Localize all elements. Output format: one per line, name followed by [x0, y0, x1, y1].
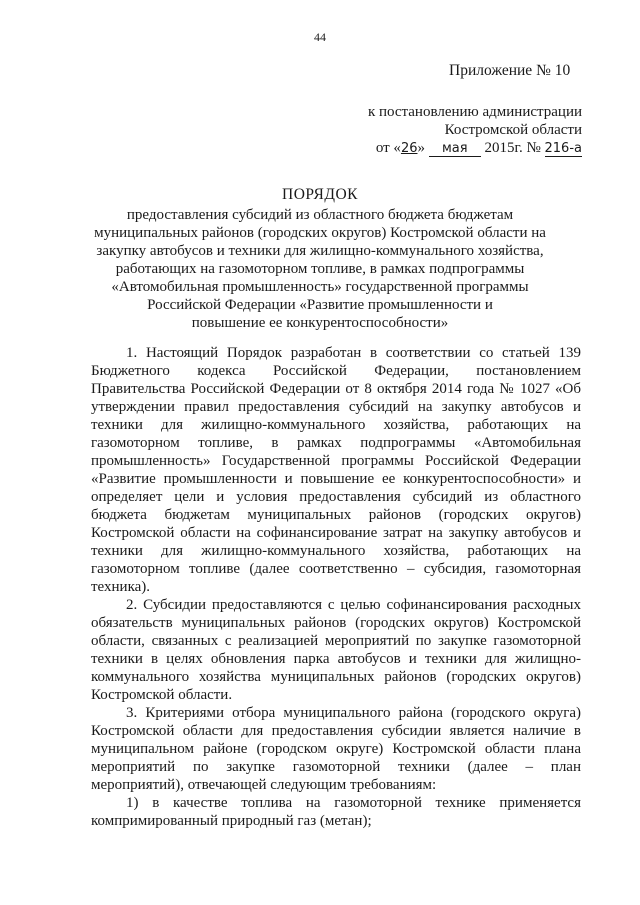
page-number: 44	[314, 30, 326, 44]
paragraph-line: 2. Субсидии предоставляются с целью софинансирования расходных	[126, 597, 581, 613]
paragraph-line: определяет цели и условия предоставления субсидий из областного	[91, 489, 581, 505]
subtitle-line: работающих на газомоторном топливе, в рамках подпрограммы	[115, 261, 525, 277]
paragraph-line: утверждении правил предоставления субсидий на закупку автобусов и	[91, 399, 581, 415]
paragraph-line: коммунального хозяйства муниципальных районов (городских округов)	[91, 669, 581, 685]
region-line: Костромской области	[444, 122, 582, 138]
paragraph-line: области, связанных с реализацией мероприятий по закупке газомоторной	[91, 633, 581, 649]
resolution-line: к постановлению администрации	[367, 104, 582, 120]
paragraph-line: техника).	[91, 579, 151, 595]
paragraph-line: газомоторном топливе, в рамках подпрограммы «Автомобильная	[91, 435, 581, 451]
subtitle-line: предоставления субсидий из областного бюджета бюджетам	[126, 207, 514, 223]
paragraph-line: 3. Критериями отбора муниципального района (городского округа)	[126, 705, 581, 721]
paragraph-line: 1. Настоящий Порядок разработан в соответствии со статьей 139	[126, 345, 581, 361]
paragraph-line: Правительства Российской Федерации от 8 октября 2014 года № 1027 «Об	[91, 381, 581, 397]
paragraph-line: мероприятий по закупке газомоторной техники (далее – план	[91, 759, 581, 775]
paragraph-line: компримированный природный газ (метан);	[91, 813, 372, 829]
paragraph-line: «Развитие промышленности и повышение ее конкурентоспособности» и	[91, 471, 581, 487]
resolution-date-line	[376, 140, 582, 157]
paragraph-line: промышленность» Государственной программы Российской Федерации	[91, 453, 581, 469]
paragraph-line: Костромской области на софинансирование затрат на закупку автобусов и	[91, 525, 581, 541]
subtitle-line: повышение ее конкурентоспособности»	[191, 315, 449, 331]
paragraph-line: муниципальном районе (городском округе) Костромской области плана	[91, 741, 581, 757]
date-prefix: от «	[375, 140, 401, 156]
paragraph-line: мероприятий), отвечающей следующим требованиям:	[91, 777, 437, 793]
paragraph-line: техники для жилищно-коммунального хозяйства, работающих на	[91, 417, 581, 433]
paragraph-line: газомоторном топливе (далее соответственно – субсидия, газомоторная	[91, 561, 581, 577]
paragraph-line: 1) в качестве топлива на газомоторной технике применяется	[126, 795, 581, 811]
appendix-label: Приложение № 10	[449, 62, 571, 79]
subtitle-line: закупку автобусов и техники для жилищно-коммунального хозяйства,	[96, 243, 544, 259]
date-year-label: 2015г. №	[484, 140, 541, 156]
date-month: мая	[429, 142, 481, 157]
subtitle-line: Российской Федерации «Развитие промышленности и	[147, 297, 493, 313]
paragraph-line: бюджета бюджетам муниципальных районов (городских округов)	[91, 507, 581, 523]
paragraph-line: техники для жилищно-коммунального хозяйства, работающих на	[91, 543, 581, 559]
date-day: 26	[400, 141, 418, 156]
paragraph-line: обязательств муниципальных районов (городских округов) Костромской	[91, 615, 581, 631]
subtitle-line: муниципальных районов (городских округов) Костромской области на	[94, 225, 546, 241]
paragraph-line: Бюджетного кодекса Российской Федерации, постановлением	[91, 363, 581, 379]
paragraph-line: Костромской области.	[91, 687, 233, 703]
subtitle-line: «Автомобильная промышленность» государственной программы	[111, 279, 529, 295]
date-close-quote: »	[417, 140, 425, 156]
resolution-number: 216-а	[544, 141, 582, 156]
document-title: ПОРЯДОК	[282, 186, 358, 203]
paragraph-line: Костромской области для предоставления субсидии является наличие в	[91, 723, 581, 739]
paragraph-line: техники в целях обновления парка автобусов и техники для жилищно-	[91, 651, 581, 667]
